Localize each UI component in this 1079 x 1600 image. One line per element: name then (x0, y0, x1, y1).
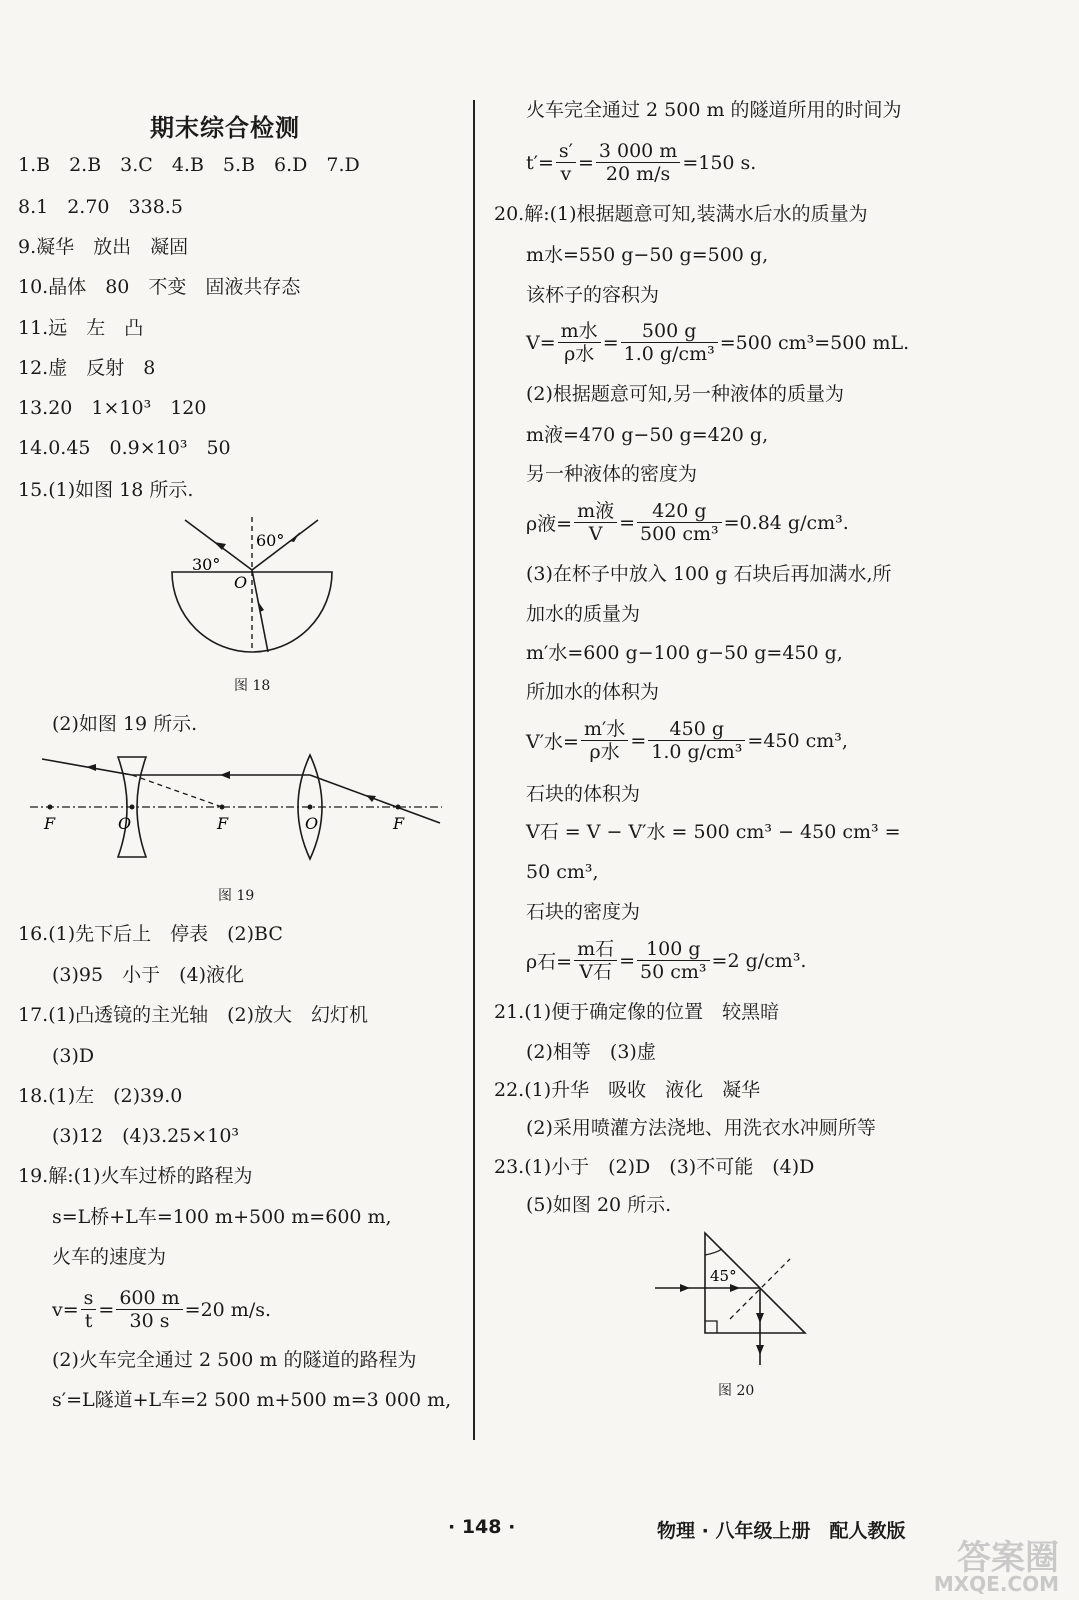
formula-text: =0.84 g/cm³. (723, 511, 849, 534)
text-line: 11.远 左 凸 (18, 317, 144, 339)
q20-density-formula (526, 500, 849, 545)
fraction: $\frac{3 000 m}{20 m/s}$ (596, 140, 680, 185)
text-line: (3)D (52, 1045, 95, 1067)
q20-volume-formula (526, 320, 909, 365)
text-line: 所加水的体积为 (526, 681, 660, 703)
fig19-label-f3: F (393, 814, 405, 833)
text-line: 15.(1)如图 18 所示. (18, 479, 194, 501)
watermark-url: MXQE.COM (933, 1572, 1059, 1596)
text-line: (3)12 (4)3.25×10³ (52, 1125, 240, 1147)
text-line: s=L桥+L车=100 m+500 m=600 m, (52, 1206, 392, 1228)
text-line: 火车的速度为 (52, 1246, 167, 1268)
fraction: $\frac{\text{m液}}{V}$ (574, 500, 617, 545)
fraction: $\frac{\text{m水}}{\text{ρ水}}$ (558, 320, 601, 365)
formula-text: =500 cm³=500 mL. (719, 331, 910, 354)
text-line: 1.B 2.B 3.C 4.B 5.B 6.D 7.D (18, 154, 360, 176)
formula-text: = (98, 1298, 115, 1321)
text-line: 火车完全通过 2 500 m 的隧道所用的时间为 (526, 99, 902, 121)
text-line: m′水=600 g−100 g−50 g=450 g, (526, 642, 843, 664)
text-line: (2)火车完全通过 2 500 m 的隧道的路程为 (52, 1349, 417, 1371)
text-line: 18.(1)左 (2)39.0 (18, 1085, 183, 1107)
formula-text: ρ液= (526, 513, 573, 535)
text-line: 20.解:(1)根据题意可知,装满水后水的质量为 (494, 203, 868, 225)
text-line: m水=550 g−50 g=500 g, (526, 244, 769, 266)
fig20-angle: 45° (710, 1267, 737, 1285)
fraction: $\frac{600 m}{30 s}$ (116, 1287, 182, 1332)
text-line: 石块的体积为 (526, 783, 641, 805)
q20-stone-density-formula (526, 938, 806, 983)
formula-text: =150 s. (682, 151, 757, 174)
text-line: 13.20 1×10³ 120 (18, 397, 207, 419)
formula-text: =2 g/cm³. (711, 949, 807, 972)
text-line: 19.解:(1)火车过桥的路程为 (18, 1165, 253, 1187)
text-line: (2)根据题意可知,另一种液体的质量为 (526, 383, 844, 405)
fraction: $\frac{\text{m′水}}{\text{ρ水}}$ (581, 718, 628, 763)
text-line: 10.晶体 80 不变 固液共存态 (18, 276, 301, 298)
figure-20 (650, 1225, 820, 1375)
formula-text: V= (526, 331, 556, 354)
figure-18-caption: 图 18 (234, 678, 271, 694)
text-line: 21.(1)便于确定像的位置 较黑暗 (494, 1001, 780, 1023)
fraction: $\frac{420 g}{\text{500 cm³}}$ (637, 500, 722, 545)
text-line: (2)相等 (3)虚 (526, 1041, 656, 1063)
fraction: $\frac{s'}{v}$ (556, 140, 576, 185)
text-line: 该杯子的容积为 (526, 284, 660, 306)
q20-water-volume-formula (526, 718, 848, 763)
fig19-label-o1: O (118, 814, 132, 833)
text-line: 16.(1)先下后上 停表 (2)BC (18, 923, 283, 945)
text-line: (3)95 小于 (4)液化 (52, 964, 245, 986)
text-line: 另一种液体的密度为 (526, 463, 698, 485)
fraction: $\frac{s}{t}$ (81, 1287, 97, 1332)
text-line: m液=470 g−50 g=420 g, (526, 424, 769, 446)
fraction: $\frac{450 g}{\text{1.0 g/cm³}}$ (648, 718, 745, 763)
text-line: 22.(1)升华 吸收 液化 凝华 (494, 1079, 761, 1101)
page-title: 期末综合检测 (150, 114, 300, 142)
text-line: 17.(1)凸透镜的主光轴 (2)放大 幻灯机 (18, 1004, 369, 1026)
watermark-logo: 答案圈 (957, 1538, 1059, 1578)
book-title: 物理 · 八年级上册 配人教版 (657, 1520, 906, 1542)
fig18-angle-left: 30° (192, 555, 221, 574)
fig19-label-f1: F (44, 814, 56, 833)
fraction: $\frac{\text{m石}}{\text{V石}}$ (574, 938, 617, 983)
formula-text: = (602, 331, 619, 354)
figure-18 (160, 512, 340, 672)
fraction: $\frac{100 g}{\text{50 cm³}}$ (637, 938, 710, 983)
formula-text: = (577, 151, 594, 174)
text-line: s′=L隧道+L车=2 500 m+500 m=3 000 m, (52, 1389, 452, 1411)
figure-19 (30, 745, 450, 865)
formula-text: v= (52, 1298, 79, 1321)
text-line: (5)如图 20 所示. (526, 1194, 672, 1216)
text-line: 23.(1)小于 (2)D (3)不可能 (4)D (494, 1156, 815, 1178)
fig18-point-o: O (234, 573, 248, 592)
text-line: 50 cm³, (526, 861, 599, 883)
text-line: 14.0.45 0.9×10³ 50 (18, 437, 231, 459)
fig19-label-o2: O (305, 814, 319, 833)
formula-text: t′= (526, 151, 554, 174)
formula-text: V′水= (526, 731, 579, 753)
formula-text: =450 cm³, (747, 729, 848, 752)
column-divider (473, 100, 475, 1440)
text-line: 12.虚 反射 8 (18, 357, 156, 379)
formula-text: = (619, 511, 636, 534)
fraction: $\frac{500 g}{\text{1.0 g/cm³}}$ (621, 320, 718, 365)
fig19-label-f2: F (217, 814, 229, 833)
q15-part2: (2)如图 19 所示. (52, 713, 198, 735)
q19-velocity-formula (52, 1287, 271, 1332)
formula-text: ρ石= (526, 951, 573, 973)
text-line: 石块的密度为 (526, 901, 641, 923)
q19-time-formula (526, 140, 756, 185)
fig18-angle-right: 60° (256, 531, 285, 550)
figure-19-caption: 图 19 (218, 888, 255, 904)
text-line: 加水的质量为 (526, 603, 641, 625)
text-line: (3)在杯子中放入 100 g 石块后再加满水,所 (526, 563, 892, 585)
text-line: (2)采用喷灌方法浇地、用洗衣水冲厕所等 (526, 1117, 876, 1139)
text-line: 9.凝华 放出 凝固 (18, 236, 189, 258)
formula-text: =20 m/s. (184, 1298, 272, 1321)
formula-text: = (619, 949, 636, 972)
figure-20-caption: 图 20 (718, 1383, 755, 1399)
text-line: 8.1 2.70 338.5 (18, 196, 183, 218)
page-number: · 148 · (448, 1516, 516, 1538)
formula-text: = (630, 729, 647, 752)
text-line: V石 = V − V′水 = 500 cm³ − 450 cm³ = (526, 821, 901, 843)
